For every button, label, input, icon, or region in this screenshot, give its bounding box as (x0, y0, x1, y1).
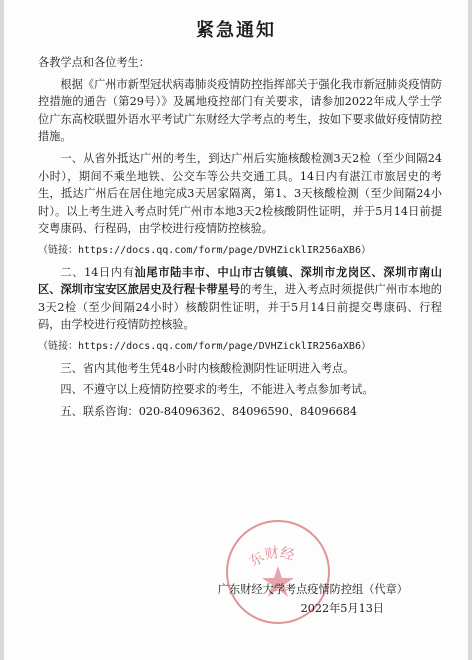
document-title: 紧急通知 (196, 20, 276, 41)
form-link-2[interactable]: （链接：https://docs.qq.com/form/page/DVHZicklIR256aXB6） (38, 340, 371, 352)
intro-paragraph: 根据《广州市新型冠状病毒肺炎疫情防控指挥部关于强化我市新冠肺炎疫情防控措施的通告（第29号）》及属地疫控部门有关要求，请参加2022年成人学士学位广东高校联盟外语水平考试广东财经大学考点的考生，按如下要求做好疫情防控措施。 (38, 77, 442, 144)
rule-1-paragraph: 一、从省外抵达广州的考生，到达广州后实施核酸检测3天2检（至少间隔24小时），期间不乘坐地铁、公交车等公共交通工具。14日内有湛江市旅居史的考生，抵达广州后在居住地完成3天居家隔离，第1、3天核酸检测（至少间隔24小时）。以上考生进入考点时凭广州市本地3天2检核酸阴性证明，并于5月14日前提交粤康码、行程码，由学校进行疫情防控核验。 (38, 151, 442, 236)
seal-text: 东财经 (247, 544, 297, 571)
rule-2-regions: 汕尾市陆丰市、中山市古镇镇、深圳市龙岗区、深圳市南山区、深圳市宝安区旅居史及行程卡带星号 (38, 264, 442, 297)
document-page (4, 0, 468, 660)
form-link-1[interactable]: （链接：https://docs.qq.com/form/page/DVHZicklIR256aXB6） (38, 244, 371, 256)
contact-paragraph: 五、联系咨询：020-84096362、84096590、84096684 (60, 404, 358, 418)
rule-2-prefix: 二、14日内有 (60, 265, 135, 279)
document-body (38, 54, 442, 424)
salutation: 各教学点和各位考生： (38, 56, 150, 69)
rule-4-paragraph: 四、不遵守以上疫情防控要求的考生，不能进入考点参加考试。 (60, 383, 374, 397)
rule-3-paragraph: 三、省内其他考生凭48小时内核酸检测阴性证明进入考点。 (60, 361, 355, 375)
document-date: 2022年5月13日 (300, 602, 384, 615)
rule-2-suffix: 的考生，进入考点时须提供广州市本地的3天2检（至少间隔24小时）核酸阴性证明，并于5月14日前提交粤康码、行程码，由学校进行疫情防控核验。 (38, 283, 442, 332)
signature: 广东财经大学考点疫情防控组（代章） (217, 583, 408, 596)
rule-2-paragraph (38, 264, 442, 334)
